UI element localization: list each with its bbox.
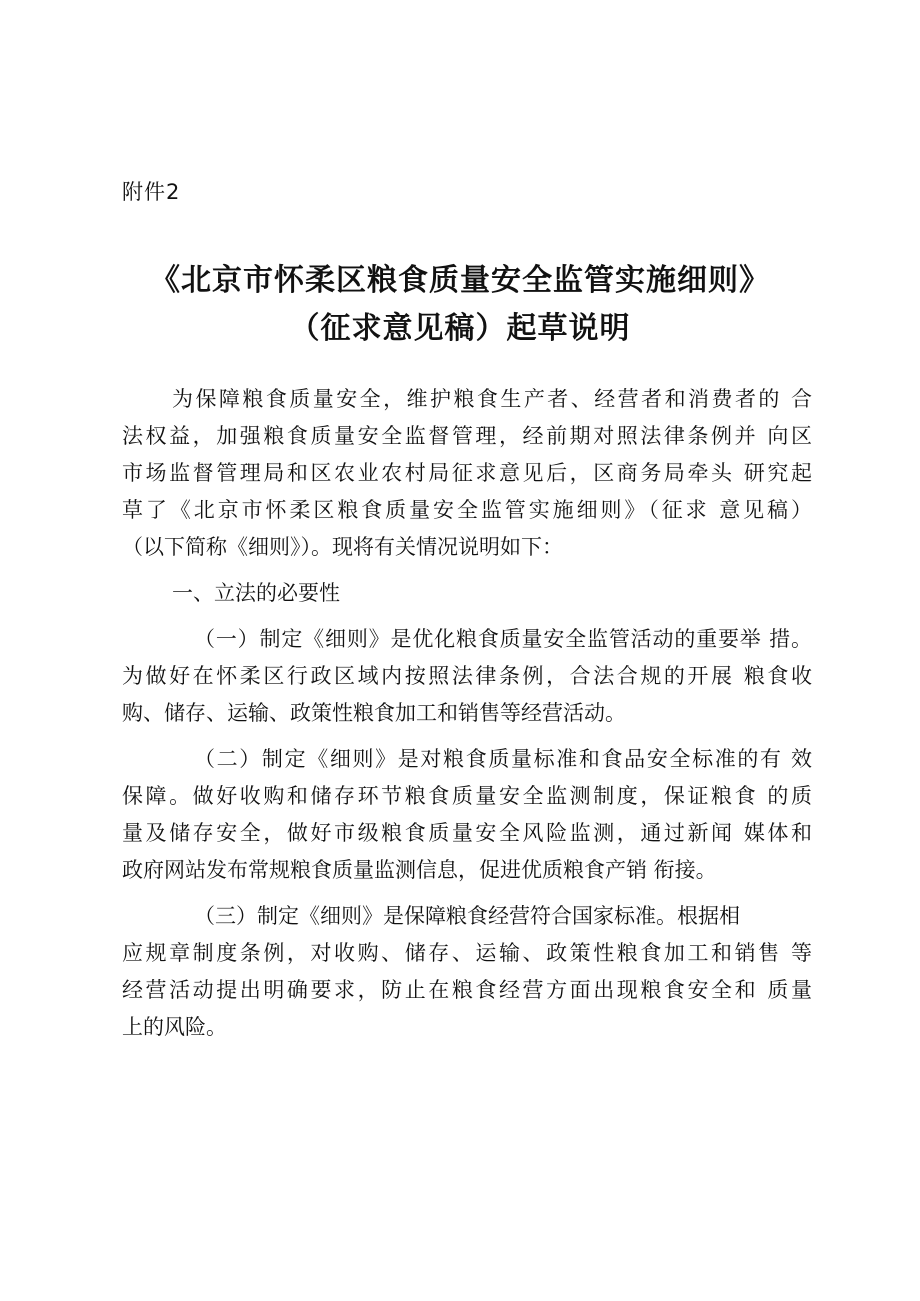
paragraph-line: （以下简称《细则》）。现将有关情况说明如下： xyxy=(122,535,563,559)
paragraph-line: 为做好在怀柔区行政区域内按照法律条例，合法合规的开展 粮食收 xyxy=(122,664,812,688)
attachment-label: 附件2 xyxy=(122,180,181,204)
paragraph-line: （三）制定《细则》是保障粮食经营符合国家标准。根据相 xyxy=(194,904,740,928)
paragraph-line: 经营活动提出明确要求，防止在粮食经营方面出现粮食安全和 质量 xyxy=(122,978,812,1002)
document-title-line2: （征求意见稿）起草说明 xyxy=(289,311,631,346)
paragraph-intro xyxy=(122,381,812,566)
paragraph-line: 为保障粮食质量安全，维护粮食生产者、经营者和消费者的 合 xyxy=(172,387,812,411)
paragraph-line: 保障。做好收购和储存环节粮食质量安全监测制度，保证粮食 的质 xyxy=(122,784,812,808)
section-heading-text: 一、立法的必要性 xyxy=(172,581,340,605)
paragraph-line: （二）制定《细则》是对粮食质量标准和食品安全标准的有 效 xyxy=(194,747,812,771)
paragraph-line: 应规章制度条例，对收购、储存、运输、政策性粮食加工和销售 等 xyxy=(122,941,812,965)
document-title-line1: 《北京市怀柔区粮食质量安全监管实施细则》 xyxy=(150,263,770,298)
section-heading xyxy=(122,575,812,612)
paragraph-line: 市场监督管理局和区农业农村局征求意见后，区商务局牵头 研究起 xyxy=(122,461,812,485)
paragraph-line: 政府网站发布常规粮食质量监测信息，促进优质粮食产销 衔接。 xyxy=(122,858,717,882)
paragraph-point-3 xyxy=(122,898,812,1046)
paragraph-line: 购、储存、运输、政策性粮食加工和销售等经营活动。 xyxy=(122,701,626,725)
paragraph-line: 草了《北京市怀柔区粮食质量安全监管实施细则》（征求 意见稿） xyxy=(122,498,812,522)
paragraph-line: 量及储存安全，做好市级粮食质量安全风险监测，通过新闻 媒体和 xyxy=(122,821,812,845)
paragraph-line: （一）制定《细则》是优化粮食质量安全监管活动的重要举 措。 xyxy=(194,627,812,651)
paragraph-point-1 xyxy=(122,621,812,732)
paragraph-line: 法权益，加强粮食质量安全监督管理，经前期对照法律条例并 向区 xyxy=(122,424,812,448)
paragraph-point-2 xyxy=(122,741,812,889)
document-body xyxy=(122,381,812,1046)
paragraph-line: 上的风险。 xyxy=(122,1015,227,1039)
